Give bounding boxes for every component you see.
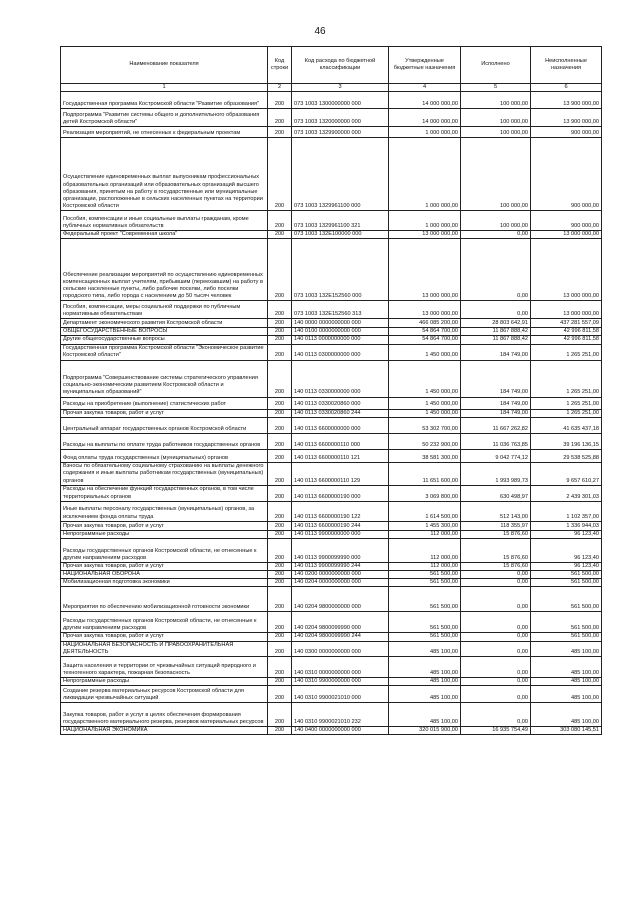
table-row [61, 612, 602, 633]
line-code-cell: 200 [268, 417, 292, 433]
line-code-cell: 200 [268, 433, 292, 449]
classification-code-cell: 140 0204 9800099990 244 [292, 633, 389, 641]
unexecuted-amount-cell: 96 123,40 [531, 538, 602, 562]
unexecuted-amount-cell: 1 265 251,00 [531, 344, 602, 360]
table-row [61, 633, 602, 641]
table-row [61, 301, 602, 319]
indicator-name-cell: Федеральный проект "Современная школа" [61, 231, 268, 239]
unexecuted-amount-cell: 561 500,00 [531, 571, 602, 579]
indicator-name-cell: Обеспечение реализации мероприятий по осуществлению единовременных компенсационных выплат учителям, прибывшим (переехавшим) на работу в сельские населенные пункты, либо рабочие поселки, либо поселки городского типа, либо города с населением до 50 тысяч человек [61, 239, 268, 301]
line-code-cell: 200 [268, 677, 292, 685]
classification-code-cell: 140 0113 9900099990 244 [292, 562, 389, 570]
table-row [61, 92, 602, 109]
table-row [61, 562, 602, 570]
line-code-cell: 200 [268, 562, 292, 570]
executed-amount-cell: 0,00 [461, 656, 531, 677]
executed-amount-cell: 100 000,00 [461, 109, 531, 127]
header-line-code: Код строки [268, 47, 292, 84]
header-row [61, 47, 602, 84]
executed-amount-cell: 15 876,60 [461, 538, 531, 562]
unexecuted-amount-cell: 1 336 944,03 [531, 521, 602, 530]
classification-code-cell: 140 0310 9900000000 000 [292, 677, 389, 685]
executed-amount-cell: 0,00 [461, 231, 531, 239]
executed-amount-cell: 0,00 [461, 239, 531, 301]
unexecuted-amount-cell: 9 657 610,27 [531, 462, 602, 485]
line-code-cell: 200 [268, 703, 292, 727]
executed-amount-cell: 100 000,00 [461, 211, 531, 231]
table-row [61, 328, 602, 336]
approved-amount-cell: 1 614 500,00 [389, 501, 461, 521]
classification-code-cell: 140 0200 0000000000 000 [292, 571, 389, 579]
unexecuted-amount-cell: 39 196 136,15 [531, 433, 602, 449]
indicator-name-cell: НАЦИОНАЛЬНАЯ БЕЗОПАСНОСТЬ И ПРАВООХРАНИТЕЛЬНАЯ ДЕЯТЕЛЬНОСТЬ [61, 641, 268, 656]
indicator-name-cell: Закупка товаров, работ и услуг в целях обеспечения формирования государственного материального резерва, резервов материальных ресурсов [61, 703, 268, 727]
approved-amount-cell: 38 581 300,00 [389, 449, 461, 462]
indicator-name-cell: Реализация мероприятий, не отнесенных к федеральным проектам [61, 127, 268, 138]
approved-amount-cell: 485 100,00 [389, 641, 461, 656]
unexecuted-amount-cell: 1 102 357,00 [531, 501, 602, 521]
unexecuted-amount-cell: 485 100,00 [531, 641, 602, 656]
executed-amount-cell: 0,00 [461, 641, 531, 656]
line-code-cell: 200 [268, 336, 292, 344]
executed-amount-cell: 0,00 [461, 633, 531, 641]
header-unexecuted-appropriations: Неисполненные назначения [531, 47, 602, 84]
line-code-cell: 200 [268, 501, 292, 521]
line-code-cell: 200 [268, 239, 292, 301]
line-code-cell: 200 [268, 328, 292, 336]
indicator-name-cell: Другие общегосударственные вопросы [61, 336, 268, 344]
line-code-cell: 200 [268, 633, 292, 641]
unexecuted-amount-cell: 1 265 251,00 [531, 360, 602, 397]
approved-amount-cell: 1 000 000,00 [389, 127, 461, 138]
header-indicator-name: Наименование показателя [61, 47, 268, 84]
table-row [61, 727, 602, 735]
executed-amount-cell: 9 042 774,12 [461, 449, 531, 462]
table-row [61, 127, 602, 138]
executed-amount-cell: 1 993 989,73 [461, 462, 531, 485]
table-row [61, 417, 602, 433]
classification-code-cell: 140 0113 9900099990 000 [292, 538, 389, 562]
classification-code-cell: 140 0113 0300000000 000 [292, 344, 389, 360]
classification-code-cell: 140 0113 9900000000 000 [292, 530, 389, 538]
approved-amount-cell: 561 500,00 [389, 571, 461, 579]
line-code-cell: 200 [268, 409, 292, 417]
line-code-cell: 200 [268, 641, 292, 656]
table-row [61, 409, 602, 417]
header-executed: Исполнено [461, 47, 531, 84]
classification-code-cell: 140 0113 0330020860 000 [292, 397, 389, 409]
unexecuted-amount-cell: 13 900 000,00 [531, 92, 602, 109]
indicator-name-cell: Непрограммные расходы [61, 677, 268, 685]
table-row [61, 485, 602, 501]
table-row [61, 538, 602, 562]
classification-code-cell: 073 1003 132E100000 000 [292, 231, 389, 239]
executed-amount-cell: 0,00 [461, 301, 531, 319]
executed-amount-cell: 184 749,00 [461, 360, 531, 397]
classification-code-cell: 140 0113 6600000000 000 [292, 417, 389, 433]
classification-code-cell: 140 0310 9900021010 232 [292, 703, 389, 727]
unexecuted-amount-cell: 561 500,00 [531, 579, 602, 587]
unexecuted-amount-cell: 13 900 000,00 [531, 109, 602, 127]
line-code-cell: 200 [268, 612, 292, 633]
table-row [61, 587, 602, 612]
table-row [61, 579, 602, 587]
table-row [61, 138, 602, 211]
approved-amount-cell: 561 500,00 [389, 587, 461, 612]
classification-code-cell: 140 0400 0000000000 000 [292, 727, 389, 735]
line-code-cell: 200 [268, 344, 292, 360]
classification-code-cell: 140 0113 6600000110 000 [292, 433, 389, 449]
table-body [61, 92, 602, 735]
indicator-name-cell: Непрограммные расходы [61, 530, 268, 538]
table-row [61, 521, 602, 530]
approved-amount-cell: 13 000 000,00 [389, 231, 461, 239]
classification-code-cell: 140 0100 0000000000 000 [292, 328, 389, 336]
approved-amount-cell: 561 500,00 [389, 612, 461, 633]
indicator-name-cell: Центральный аппарат государственных органов Костромской области [61, 417, 268, 433]
unexecuted-amount-cell: 96 123,40 [531, 562, 602, 570]
line-code-cell: 200 [268, 462, 292, 485]
approved-amount-cell: 485 100,00 [389, 677, 461, 685]
line-code-cell: 200 [268, 485, 292, 501]
executed-amount-cell: 184 749,00 [461, 344, 531, 360]
unexecuted-amount-cell: 13 000 000,00 [531, 301, 602, 319]
column-number: 5 [461, 84, 531, 92]
approved-amount-cell: 1 450 000,00 [389, 409, 461, 417]
indicator-name-cell: Расходы на обеспечение функций государственных органов, в том числе территориальных органов [61, 485, 268, 501]
approved-amount-cell: 14 000 000,00 [389, 109, 461, 127]
classification-code-cell: 073 1003 132E152560 000 [292, 239, 389, 301]
approved-amount-cell: 1 450 000,00 [389, 397, 461, 409]
unexecuted-amount-cell: 485 100,00 [531, 656, 602, 677]
executed-amount-cell: 0,00 [461, 571, 531, 579]
executed-amount-cell: 16 935 754,49 [461, 727, 531, 735]
table-row [61, 449, 602, 462]
table-row [61, 501, 602, 521]
table-row [61, 656, 602, 677]
classification-code-cell: 073 1003 1329961100 321 [292, 211, 389, 231]
approved-amount-cell: 485 100,00 [389, 656, 461, 677]
column-number-row [61, 84, 602, 92]
classification-code-cell: 073 1003 1320000000 000 [292, 109, 389, 127]
unexecuted-amount-cell: 2 439 301,03 [531, 485, 602, 501]
indicator-name-cell: ОБЩЕГОСУДАРСТВЕННЫЕ ВОПРОСЫ [61, 328, 268, 336]
indicator-name-cell: Государственная программа Костромской области "Экономическое развитие Костромской области" [61, 344, 268, 360]
column-number: 1 [61, 84, 268, 92]
line-code-cell: 200 [268, 231, 292, 239]
classification-code-cell: 073 1003 1329900000 000 [292, 127, 389, 138]
executed-amount-cell: 11 867 888,42 [461, 336, 531, 344]
column-number: 3 [292, 84, 389, 92]
executed-amount-cell: 184 749,00 [461, 409, 531, 417]
indicator-name-cell: Прочая закупка товаров, работ и услуг [61, 521, 268, 530]
executed-amount-cell: 15 876,60 [461, 530, 531, 538]
approved-amount-cell: 485 100,00 [389, 686, 461, 703]
column-number: 4 [389, 84, 461, 92]
executed-amount-cell: 630 498,97 [461, 485, 531, 501]
line-code-cell: 200 [268, 301, 292, 319]
classification-code-cell: 140 0000 0000000000 000 [292, 319, 389, 328]
approved-amount-cell: 1 455 300,00 [389, 521, 461, 530]
indicator-name-cell: Подпрограмма "Развитие системы общего и дополнительного образования детей Костромской области" [61, 109, 268, 127]
indicator-name-cell: Прочая закупка товаров, работ и услуг [61, 633, 268, 641]
line-code-cell: 200 [268, 656, 292, 677]
indicator-name-cell: Защита населения и территории от чрезвычайных ситуаций природного и техногенного характера, пожарная безопасность [61, 656, 268, 677]
line-code-cell: 200 [268, 211, 292, 231]
table-row [61, 109, 602, 127]
executed-amount-cell: 0,00 [461, 587, 531, 612]
executed-amount-cell: 0,00 [461, 579, 531, 587]
executed-amount-cell: 184 749,00 [461, 397, 531, 409]
table-row [61, 231, 602, 239]
table-row [61, 703, 602, 727]
approved-amount-cell: 54 864 700,00 [389, 336, 461, 344]
table-row [61, 239, 602, 301]
table-row [61, 462, 602, 485]
unexecuted-amount-cell: 41 635 437,18 [531, 417, 602, 433]
approved-amount-cell: 1 000 000,00 [389, 211, 461, 231]
executed-amount-cell: 15 876,60 [461, 562, 531, 570]
approved-amount-cell: 561 500,00 [389, 633, 461, 641]
approved-amount-cell: 3 069 800,00 [389, 485, 461, 501]
table-row [61, 677, 602, 685]
unexecuted-amount-cell: 42 996 811,58 [531, 336, 602, 344]
approved-amount-cell: 54 864 700,00 [389, 328, 461, 336]
line-code-cell: 200 [268, 579, 292, 587]
indicator-name-cell: Прочая закупка товаров, работ и услуг [61, 409, 268, 417]
unexecuted-amount-cell: 1 265 251,00 [531, 397, 602, 409]
unexecuted-amount-cell: 485 100,00 [531, 677, 602, 685]
table-row [61, 336, 602, 344]
line-code-cell: 200 [268, 538, 292, 562]
indicator-name-cell: Подпрограмма "Совершенствование системы стратегического управления социально-экономическим развитием Костромской области и муниципальных образований" [61, 360, 268, 397]
unexecuted-amount-cell: 42 996 811,58 [531, 328, 602, 336]
executed-amount-cell: 28 803 642,91 [461, 319, 531, 328]
approved-amount-cell: 13 000 000,00 [389, 239, 461, 301]
classification-code-cell: 073 1003 1300000000 000 [292, 92, 389, 109]
table-row [61, 530, 602, 538]
indicator-name-cell: Расходы на приобретение (выполнение) статистических работ [61, 397, 268, 409]
approved-amount-cell: 466 085 200,00 [389, 319, 461, 328]
line-code-cell: 200 [268, 138, 292, 211]
indicator-name-cell: НАЦИОНАЛЬНАЯ ЭКОНОМИКА [61, 727, 268, 735]
line-code-cell: 200 [268, 587, 292, 612]
executed-amount-cell: 11 867 888,42 [461, 328, 531, 336]
header-approved-appropriations: Утвержденные бюджетные назначения [389, 47, 461, 84]
unexecuted-amount-cell: 900 000,00 [531, 127, 602, 138]
indicator-name-cell: Создание резерва материальных ресурсов Костромской области для ликвидации чрезвычайных ситуаций [61, 686, 268, 703]
unexecuted-amount-cell: 1 265 251,00 [531, 409, 602, 417]
approved-amount-cell: 1 450 000,00 [389, 360, 461, 397]
unexecuted-amount-cell: 561 500,00 [531, 587, 602, 612]
indicator-name-cell: Осуществление единовременных выплат выпускникам профессиональных образовательных организаций или образовательных организаций высшего образования, принятым на работу в государственные или муниципальные организации, расположенные в сельских населенных пунктах на территории Костромской области [61, 138, 268, 211]
classification-code-cell: 140 0113 6600000190 244 [292, 521, 389, 530]
executed-amount-cell: 512 143,00 [461, 501, 531, 521]
approved-amount-cell: 485 100,00 [389, 703, 461, 727]
classification-code-cell: 140 0113 6600000110 121 [292, 449, 389, 462]
executed-amount-cell: 0,00 [461, 686, 531, 703]
line-code-cell: 200 [268, 530, 292, 538]
page-number: 46 [314, 26, 326, 37]
indicator-name-cell: Государственная программа Костромской области "Развитие образования" [61, 92, 268, 109]
executed-amount-cell: 0,00 [461, 612, 531, 633]
classification-code-cell: 140 0310 0000000000 000 [292, 656, 389, 677]
approved-amount-cell: 53 302 700,00 [389, 417, 461, 433]
indicator-name-cell: Прочая закупка товаров, работ и услуг [61, 562, 268, 570]
table-row [61, 641, 602, 656]
table-row [61, 571, 602, 579]
executed-amount-cell: 0,00 [461, 677, 531, 685]
line-code-cell: 200 [268, 360, 292, 397]
table-row [61, 319, 602, 328]
approved-amount-cell: 112 000,00 [389, 538, 461, 562]
table-row [61, 344, 602, 360]
indicator-name-cell: Иные выплаты персоналу государственных (муниципальных) органов, за исключением фонда оплаты труда [61, 501, 268, 521]
indicator-name-cell: Расходы государственных органов Костромской области, не отнесенные к другим направлениям расходов [61, 612, 268, 633]
indicator-name-cell: Департамент экономического развития Костромской области [61, 319, 268, 328]
executed-amount-cell: 100 000,00 [461, 138, 531, 211]
unexecuted-amount-cell: 485 100,00 [531, 703, 602, 727]
approved-amount-cell: 112 000,00 [389, 562, 461, 570]
column-number: 2 [268, 84, 292, 92]
classification-code-cell: 140 0204 0000000000 000 [292, 579, 389, 587]
unexecuted-amount-cell: 561 500,00 [531, 633, 602, 641]
unexecuted-amount-cell: 96 123,40 [531, 530, 602, 538]
line-code-cell: 200 [268, 571, 292, 579]
unexecuted-amount-cell: 561 500,00 [531, 612, 602, 633]
approved-amount-cell: 1 000 000,00 [389, 138, 461, 211]
classification-code-cell: 073 1003 1329961100 000 [292, 138, 389, 211]
header-budget-classification-code: Код расхода по бюджетной классификации [292, 47, 389, 84]
executed-amount-cell: 100 000,00 [461, 92, 531, 109]
executed-amount-cell: 11 667 262,82 [461, 417, 531, 433]
classification-code-cell: 140 0113 0000000000 000 [292, 336, 389, 344]
approved-amount-cell: 50 232 900,00 [389, 433, 461, 449]
classification-code-cell: 140 0113 6600000190 122 [292, 501, 389, 521]
unexecuted-amount-cell: 485 100,00 [531, 686, 602, 703]
approved-amount-cell: 11 651 600,00 [389, 462, 461, 485]
approved-amount-cell: 561 500,00 [389, 579, 461, 587]
line-code-cell: 200 [268, 92, 292, 109]
unexecuted-amount-cell: 900 000,00 [531, 138, 602, 211]
executed-amount-cell: 11 036 763,85 [461, 433, 531, 449]
approved-amount-cell: 13 000 000,00 [389, 301, 461, 319]
approved-amount-cell: 14 000 000,00 [389, 92, 461, 109]
classification-code-cell: 140 0204 9800099990 000 [292, 612, 389, 633]
classification-code-cell: 140 0310 9900021010 000 [292, 686, 389, 703]
line-code-cell: 200 [268, 127, 292, 138]
approved-amount-cell: 112 000,00 [389, 530, 461, 538]
executed-amount-cell: 0,00 [461, 703, 531, 727]
executed-amount-cell: 118 355,97 [461, 521, 531, 530]
line-code-cell: 200 [268, 686, 292, 703]
indicator-name-cell: Взносы по обязательному социальному страхованию на выплаты денежного содержания и иные выплаты работникам государственных (муниципальных) органов [61, 462, 268, 485]
line-code-cell: 200 [268, 521, 292, 530]
classification-code-cell: 073 1003 132E152560 313 [292, 301, 389, 319]
unexecuted-amount-cell: 900 000,00 [531, 211, 602, 231]
table-row [61, 433, 602, 449]
table-row [61, 686, 602, 703]
indicator-name-cell: НАЦИОНАЛЬНАЯ ОБОРОНА [61, 571, 268, 579]
line-code-cell: 200 [268, 449, 292, 462]
table-row [61, 211, 602, 231]
unexecuted-amount-cell: 303 080 145,51 [531, 727, 602, 735]
table-row [61, 360, 602, 397]
indicator-name-cell: Расходы на выплаты по оплате труда работников государственных органов [61, 433, 268, 449]
classification-code-cell: 140 0300 0000000000 000 [292, 641, 389, 656]
approved-amount-cell: 320 015 900,00 [389, 727, 461, 735]
classification-code-cell: 140 0204 9800000000 000 [292, 587, 389, 612]
unexecuted-amount-cell: 13 000 000,00 [531, 231, 602, 239]
line-code-cell: 200 [268, 319, 292, 328]
approved-amount-cell: 1 450 000,00 [389, 344, 461, 360]
indicator-name-cell: Пособия, компенсации и иные социальные выплаты гражданам, кроме публичных нормативных обязательств [61, 211, 268, 231]
indicator-name-cell: Фонд оплаты труда государственных (муниципальных) органов [61, 449, 268, 462]
budget-execution-table [60, 46, 602, 735]
indicator-name-cell: Мероприятия по обеспечению мобилизационной готовности экономики [61, 587, 268, 612]
table-row [61, 397, 602, 409]
indicator-name-cell: Мобилизационная подготовка экономики [61, 579, 268, 587]
line-code-cell: 200 [268, 109, 292, 127]
unexecuted-amount-cell: 29 538 525,88 [531, 449, 602, 462]
classification-code-cell: 140 0113 6600000190 000 [292, 485, 389, 501]
line-code-cell: 200 [268, 727, 292, 735]
indicator-name-cell: Пособия, компенсации, меры социальной поддержки по публичным нормативным обязательствам [61, 301, 268, 319]
unexecuted-amount-cell: 13 000 000,00 [531, 239, 602, 301]
column-number: 6 [531, 84, 602, 92]
unexecuted-amount-cell: 437 281 557,09 [531, 319, 602, 328]
indicator-name-cell: Расходы государственных органов Костромской области, не отнесенные к другим направлениям расходов [61, 538, 268, 562]
executed-amount-cell: 100 000,00 [461, 127, 531, 138]
classification-code-cell: 140 0113 6600000110 129 [292, 462, 389, 485]
classification-code-cell: 140 0113 0330020860 244 [292, 409, 389, 417]
line-code-cell: 200 [268, 397, 292, 409]
classification-code-cell: 140 0113 0330000000 000 [292, 360, 389, 397]
